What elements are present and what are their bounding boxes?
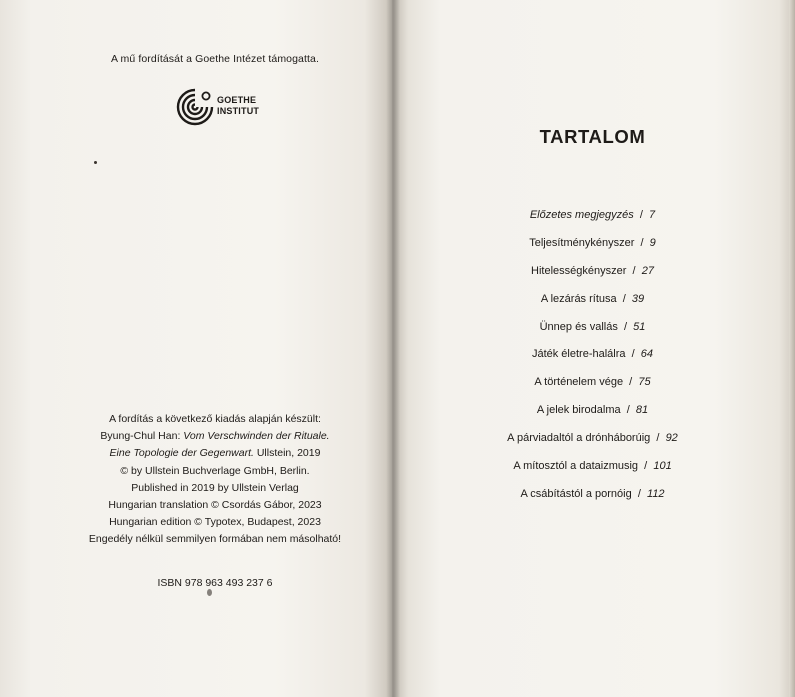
toc-item-page: 7 bbox=[649, 209, 656, 221]
colophon-line: Published in 2019 by Ullstein Verlag bbox=[131, 481, 299, 494]
toc-item-label: A párviadaltól a drónháborúig bbox=[507, 432, 651, 445]
toc-item-label: A történelem vége bbox=[534, 376, 624, 389]
toc-separator: / bbox=[634, 236, 650, 249]
goethe-institut-logo bbox=[176, 87, 266, 127]
goethe-spiral-icon bbox=[176, 87, 214, 127]
toc-separator: / bbox=[626, 264, 642, 277]
colophon-line: Hungarian edition © Typotex, Budapest, 2023 bbox=[109, 516, 321, 529]
translation-support-note: A mű fordítását a Goethe Intézet támogatta. bbox=[110, 53, 319, 65]
toc-separator: / bbox=[617, 320, 634, 333]
page-edge bbox=[789, 0, 795, 697]
toc-item-page: 75 bbox=[638, 376, 651, 389]
toc-item bbox=[440, 236, 745, 264]
toc-item-label: Játék életre-halálra bbox=[531, 348, 626, 361]
table-of-contents bbox=[440, 208, 745, 515]
toc-item-page: 92 bbox=[665, 432, 678, 445]
toc-item bbox=[440, 375, 745, 403]
colophon-line bbox=[36, 428, 394, 445]
toc-separator: / bbox=[650, 432, 666, 445]
toc-item bbox=[440, 264, 745, 292]
colophon-line: A fordítás a következő kiadás alapján készült: bbox=[109, 413, 321, 425]
isbn: ISBN 978 963 493 237 6 bbox=[157, 577, 273, 589]
toc-separator: / bbox=[625, 348, 641, 361]
toc-item-label: Ünnep és vallás bbox=[539, 320, 618, 333]
toc-item bbox=[440, 431, 745, 459]
toc-title: TARTALOM bbox=[539, 126, 646, 147]
toc-item-page: 51 bbox=[633, 320, 646, 333]
toc-item-label: Teljesítménykényszer bbox=[529, 236, 635, 249]
toc-item-label: A mítosztól a dataizmusig bbox=[513, 460, 639, 473]
toc-item bbox=[440, 292, 745, 320]
toc-item-page: 64 bbox=[640, 348, 654, 361]
toc-item-label: Előzetes megjegyzés bbox=[529, 209, 634, 221]
toc-item-page: 27 bbox=[641, 264, 654, 277]
toc-item bbox=[440, 320, 745, 348]
toc-item bbox=[440, 347, 745, 375]
toc-item-page: 39 bbox=[631, 292, 645, 305]
toc-item-page: 101 bbox=[653, 460, 672, 473]
toc-separator: / bbox=[620, 404, 636, 417]
toc-separator: / bbox=[631, 487, 648, 500]
colophon-line bbox=[36, 445, 394, 462]
toc-item bbox=[440, 487, 745, 515]
toc-separator: / bbox=[623, 376, 639, 389]
toc-item-label: A lezárás rítusa bbox=[540, 292, 617, 305]
toc-separator: / bbox=[633, 209, 650, 221]
toc-item bbox=[440, 459, 745, 487]
original-subtitle: Eine Topologie der Gegenwart. bbox=[109, 447, 254, 460]
toc-item bbox=[440, 403, 745, 431]
toc-item bbox=[440, 208, 745, 236]
toc-item-page: 9 bbox=[649, 236, 656, 249]
toc-item-label: Hitelességkényszer bbox=[531, 264, 627, 277]
goethe-logo-line1: GOETHE bbox=[217, 95, 257, 105]
original-publisher: Ullstein, 2019 bbox=[253, 447, 321, 460]
colophon bbox=[36, 411, 394, 549]
toc-separator: / bbox=[616, 292, 632, 305]
colophon-line: Engedély nélkül semmilyen formában nem másolható! bbox=[88, 533, 342, 546]
original-title: Vom Verschwinden der Rituale. bbox=[183, 430, 330, 443]
toc-item-page: 81 bbox=[635, 404, 649, 417]
colophon-line: © by Ullstein Buchverlage GmbH, Berlin. bbox=[120, 464, 310, 477]
toc-item-page: 112 bbox=[647, 487, 665, 500]
toc-item-label: A jelek birodalma bbox=[536, 404, 621, 417]
colophon-line: Hungarian translation © Csordás Gábor, 2023 bbox=[108, 499, 322, 512]
print-speck bbox=[94, 161, 97, 164]
toc-separator: / bbox=[638, 460, 654, 473]
goethe-logo-line2: INSTITUT bbox=[217, 106, 260, 116]
book-gutter bbox=[386, 0, 400, 697]
original-author: Byung-Chul Han: bbox=[100, 430, 184, 443]
print-speck bbox=[207, 589, 212, 596]
toc-item-label: A csábítástól a pornóig bbox=[520, 487, 632, 500]
